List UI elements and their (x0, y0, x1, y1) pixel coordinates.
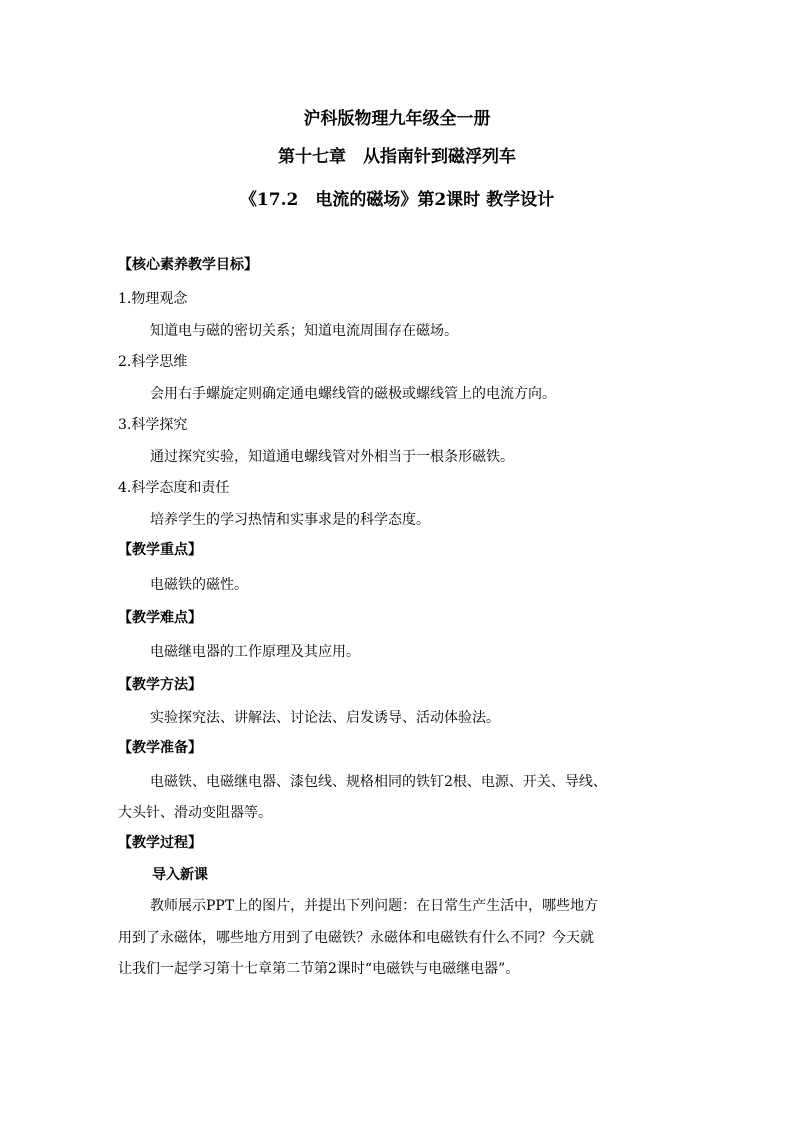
methods-heading: 【教学方法】 (118, 677, 202, 693)
difficulty-heading: 【教学难点】 (118, 610, 202, 626)
process-subheading: 导入新课 (152, 867, 208, 883)
process-heading: 【教学过程】 (118, 835, 202, 851)
prep-heading: 【教学准备】 (118, 740, 202, 756)
lesson-title: 《17.2 电流的磁场》第2课时 教学设计 (239, 190, 555, 210)
goal-text-1: 知道电与磁的密切关系；知道电流周围存在磁场。 (150, 323, 458, 339)
goals-heading: 【核心素养教学目标】 (118, 257, 258, 273)
methods-text: 实验探究法、讲解法、讨论法、启发诱导、活动体验法。 (150, 710, 500, 726)
goal-label-4: 4.科学态度和责任 (118, 480, 230, 496)
process-text-line-2: 用到了永磁体，哪些地方用到了电磁铁？永磁体和电磁铁有什么不同？今天就 (118, 930, 594, 946)
goal-text-2: 会用右手螺旋定则确定通电螺线管的磁极或螺线管上的电流方向。 (150, 386, 556, 402)
chapter-title: 第十七章 从指南针到磁浮列车 (278, 147, 516, 167)
goal-label-2: 2.科学思维 (118, 354, 188, 370)
process-text-line-3: 让我们一起学习第十七章第二节第2课时“电磁铁与电磁继电器”。 (118, 961, 520, 977)
key-heading: 【教学重点】 (118, 542, 202, 558)
goal-label-3: 3.科学探究 (118, 417, 188, 433)
goal-text-3: 通过探究实验，知道通电螺线管对外相当于一根条形磁铁。 (150, 449, 514, 465)
process-text-line-1: 教师展示PPT上的图片，并提出下列问题：在日常生产生活中，哪些地方 (150, 898, 599, 914)
difficulty-text: 电磁继电器的工作原理及其应用。 (150, 644, 360, 660)
goal-text-4: 培养学生的学习热情和实事求是的科学态度。 (150, 512, 430, 528)
prep-text-line-2: 大头针、滑动变阻器等。 (118, 805, 272, 821)
goal-label-1: 1.物理观念 (118, 291, 188, 307)
document-title: 沪科版物理九年级全一册 (303, 109, 491, 129)
prep-text-line-1: 电磁铁、电磁继电器、漆包线、规格相同的铁钉2根、电源、开关、导线、 (150, 774, 607, 790)
key-text: 电磁铁的磁性。 (150, 577, 248, 593)
